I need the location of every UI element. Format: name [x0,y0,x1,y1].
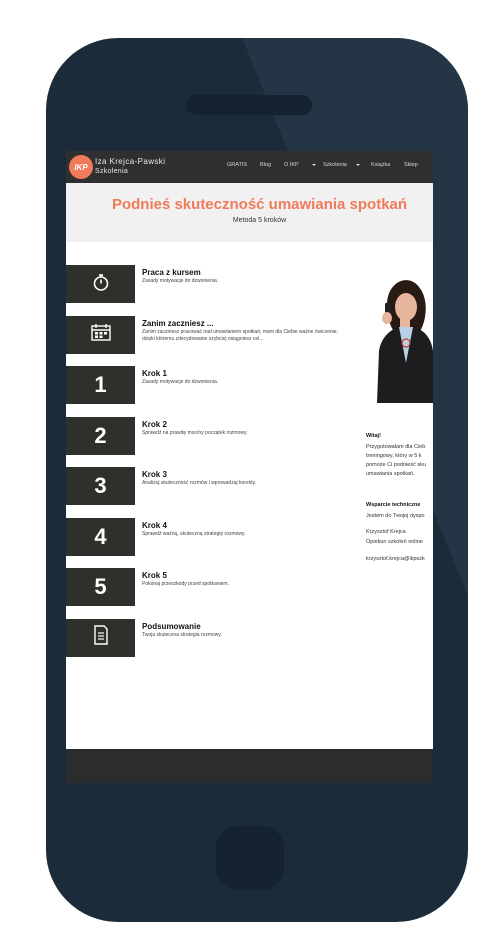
lesson-number: 4 [94,523,107,549]
lesson-title[interactable]: Praca z kursem [142,268,201,277]
lesson-tile[interactable] [66,417,135,455]
page-footer [66,749,433,783]
lesson-title[interactable]: Krok 2 [142,419,167,429]
lesson-description: Zanim zaczniesz pracować nad umawianiem spotkań, mam dla Ciebie ważne ćwiczenie, dzięki któremu zdecydowanie szybciej osiągniesz cel... [142,328,338,342]
top-nav [66,151,433,183]
lesson-item[interactable] [66,568,366,606]
lesson-item[interactable] [66,467,366,505]
lesson-tile[interactable] [66,518,135,556]
phone-home-button[interactable] [216,826,284,890]
lesson-description: Zasady motywacje do dzwonienia. [142,278,219,284]
lesson-title[interactable]: Krok 1 [142,369,167,378]
lesson-number: 3 [94,473,107,498]
sidebar-intro-4: umawiania spotkań. [366,471,415,477]
lesson-tile[interactable] [66,467,135,505]
lesson-item[interactable] [66,417,366,455]
chevron-down-icon [356,164,360,166]
lesson-title[interactable]: Krok 5 [142,571,167,580]
sidebar-contact-role: Opiekun szkoleń online [366,539,423,545]
chevron-down-icon [312,164,316,166]
hero-banner [66,183,433,242]
nav-item-sklep[interactable]: Sklep [404,162,418,168]
lesson-description: Twoja skuteczna strategia rozmowy. [142,631,222,638]
lesson-description: Analizuj skuteczność rozmów i wprowadzaj korekty. [142,480,257,486]
nav-item-szkolenia[interactable]: Szkolenia [323,162,347,168]
lesson-number: 2 [94,422,107,448]
phone-speaker [186,95,312,115]
lesson-tile[interactable] [66,366,135,404]
nav-item-ksi-ka[interactable]: Książka [371,162,391,168]
lesson-tile[interactable] [66,619,135,657]
lesson-description: Sprawdź na prawdę moc/ny początek rozmowy. [142,429,248,436]
nav-item-gratis[interactable]: GRATIS [227,162,248,168]
trainer-photo [369,263,433,403]
lesson-item[interactable] [66,619,366,657]
lesson-title[interactable]: Zanim zaczniesz ... [142,318,214,328]
sidebar-intro-2: treningowy, który w 5 k [366,453,422,459]
document-icon [92,625,110,650]
lesson-tile[interactable] [66,265,135,303]
lesson-item[interactable] [66,518,366,556]
lesson-tile[interactable] [66,316,135,354]
sidebar-support-text: Jestem do Twojej dyspo [366,513,425,519]
lesson-item[interactable] [66,265,366,303]
sidebar-support-title: Wsparcie techniczne [366,502,421,508]
nav-item-blog[interactable]: Blog [260,162,272,168]
sidebar-greeting: Witaj! [366,433,381,439]
logo-name[interactable]: Iza Krejca-Pawski [95,157,166,166]
lesson-tile[interactable] [66,568,135,606]
logo-badge[interactable]: IKP [69,155,93,179]
lesson-item[interactable] [66,366,366,404]
calendar-icon [90,322,112,347]
stopwatch-icon [91,272,111,297]
sidebar-contact-name: Krzysztof Krejca [366,529,406,535]
logo-subtitle: Szkolenia [95,168,129,175]
page-title: Podnieś skuteczność umawiania spotkań [111,196,408,213]
lesson-description: Zasady motywacje do dzwonienia. [142,379,219,385]
sidebar-contact-email[interactable]: krzysztof.krejca@ikpszk [366,556,425,562]
lesson-item[interactable] [66,316,366,354]
lesson-title[interactable]: Krok 3 [142,470,167,479]
nav-item-o-ikp[interactable]: O IKP [284,162,299,168]
page-subtitle: Metoda 5 kroków [232,217,287,224]
lesson-number: 5 [94,574,107,599]
phone-screen [66,151,433,783]
lesson-description: Sprawdź ważną, skuteczną strategię rozmowy. [142,530,246,537]
lesson-description: Pokonaj przeszkody przed spotkaniem. [142,581,229,587]
lesson-title[interactable]: Podsumowanie [142,621,201,631]
lesson-number: 1 [94,372,107,397]
sidebar-intro-1: Przygotowałam dla Cieb [366,444,426,450]
lesson-title[interactable]: Krok 4 [142,520,167,530]
sidebar-intro-3: pomoże Ci podnieść sku [366,462,426,468]
